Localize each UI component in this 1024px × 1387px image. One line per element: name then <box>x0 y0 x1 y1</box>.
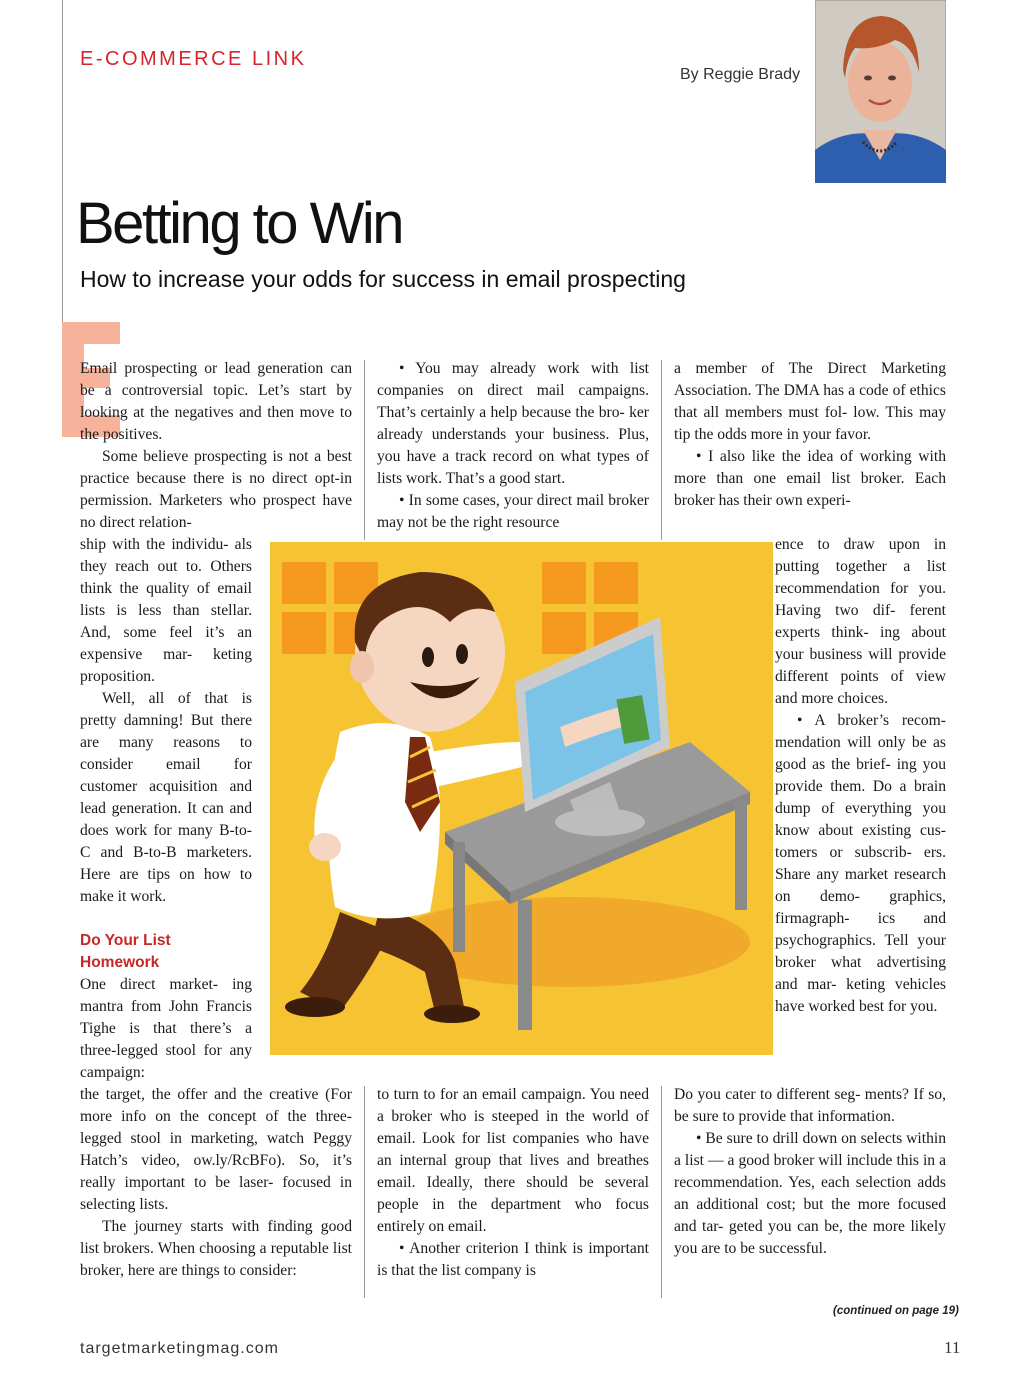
column-1-bottom <box>80 1084 352 1282</box>
column-divider-2 <box>661 360 662 540</box>
column-3-top <box>674 358 946 512</box>
column-divider-1 <box>364 360 365 540</box>
column-2-top <box>377 358 649 534</box>
footer-site: targetmarketingmag.com <box>80 1340 279 1357</box>
paragraph: Do you cater to different seg- ments? If so, be sure to provide that information. <box>674 1086 946 1125</box>
left-margin-rule <box>62 0 63 322</box>
column-3-wrap <box>775 534 946 1018</box>
paragraph: the target, the offer and the creative (For more info on the concept of the three-legged stool in marketing, watch Peggy Hatch’s video, ow.ly/RcBFo). So, it’s really important to be laser- focused in selecting lists. <box>80 1086 352 1213</box>
byline: By Reggie Brady <box>680 66 801 83</box>
column-1-top <box>80 358 352 534</box>
page-number: 11 <box>944 1338 961 1357</box>
continued-note: (continued on page 19) <box>833 1305 959 1317</box>
paragraph: to turn to for an email campaign. You need a broker who is steeped in the world of email. Look for list companies who have an internal group that lives and breathes email. Ideally, there should be several people in the department who focus entirely on email. <box>377 1086 649 1235</box>
paragraph: Well, all of that is pretty damning! But there are many reasons to consider email for customer acquisition and lead generation. It can and does work for many B-to-C and B-to-B marketers. Here are tips on how to make it work. <box>80 690 252 905</box>
column-divider-2-bottom <box>661 1086 662 1298</box>
paragraph: • Another criterion I think is important is that the list company is <box>377 1240 649 1279</box>
paragraph: • In some cases, your direct mail broker may not be the right resource <box>377 492 649 531</box>
illustration-businessman-computer <box>270 542 773 1055</box>
paragraph: The journey starts with finding good list brokers. When choosing a reputable list broker, here are things to consider: <box>80 1218 352 1279</box>
paragraph: One direct market- ing mantra from John Francis Tighe is that there’s a three-legged stool for any campaign: <box>80 976 252 1081</box>
section-label: E-COMMERCE LINK <box>80 48 307 70</box>
paragraph: Some believe prospecting is not a best practice because there is no direct opt-in permission. Marketers who prospect have no direct relation- <box>80 448 352 531</box>
paragraph: • Be sure to drill down on selects within a list — a good broker will include this in a recommendation. Yes, each selection adds an additional cost; but the more focused and tar- geted you can be, the more likely you are to be successful. <box>674 1130 946 1257</box>
article-subtitle: How to increase your odds for success in email prospecting <box>80 266 686 292</box>
subhead: Do Your List Homework <box>80 932 171 971</box>
article-title: Betting to Win <box>76 191 403 256</box>
author-photo <box>815 0 946 183</box>
paragraph: ence to draw upon in putting together a list recommendation for you. Having two dif- ferent experts think- ing about your business will provide different points of view and more choices. <box>775 536 946 707</box>
paragraph: • I also like the idea of working with more than one email list broker. Each broker has their own experi- <box>674 448 946 509</box>
column-divider-1-bottom <box>364 1086 365 1298</box>
column-3-bottom <box>674 1084 946 1260</box>
paragraph: ship with the individu- als they reach out to. Others think the quality of email lists is less than stellar. And, some feel it’s an expensive mar- keting proposition. <box>80 536 252 685</box>
column-1-wrap <box>80 534 252 1084</box>
column-2-bottom <box>377 1084 649 1282</box>
paragraph: • A broker’s recom- mendation will only be as good as the brief- ing you provide them. Do a brain dump of everything you know about existing cus- tomers or subscrib- ers. Share any market research on demo- graphics, firmagraph- ics and psychographics. Tell your broker what advertising and mar- keting vehicles have worked best for you. <box>775 712 946 1015</box>
paragraph: a member of The Direct Marketing Association. The DMA has a code of ethics that all members must fol- low. This may tip the odds more in your favor. <box>674 360 946 443</box>
paragraph: Email prospecting or lead generation can be a controversial topic. Let’s start by looking at the negatives and then move to the positives. <box>80 360 352 443</box>
paragraph: • You may already work with list companies on direct mail campaigns. That’s certainly a help because the bro- ker already understands your business. Plus, you have a track record on what types of lists work. That’s a good start. <box>377 360 649 487</box>
